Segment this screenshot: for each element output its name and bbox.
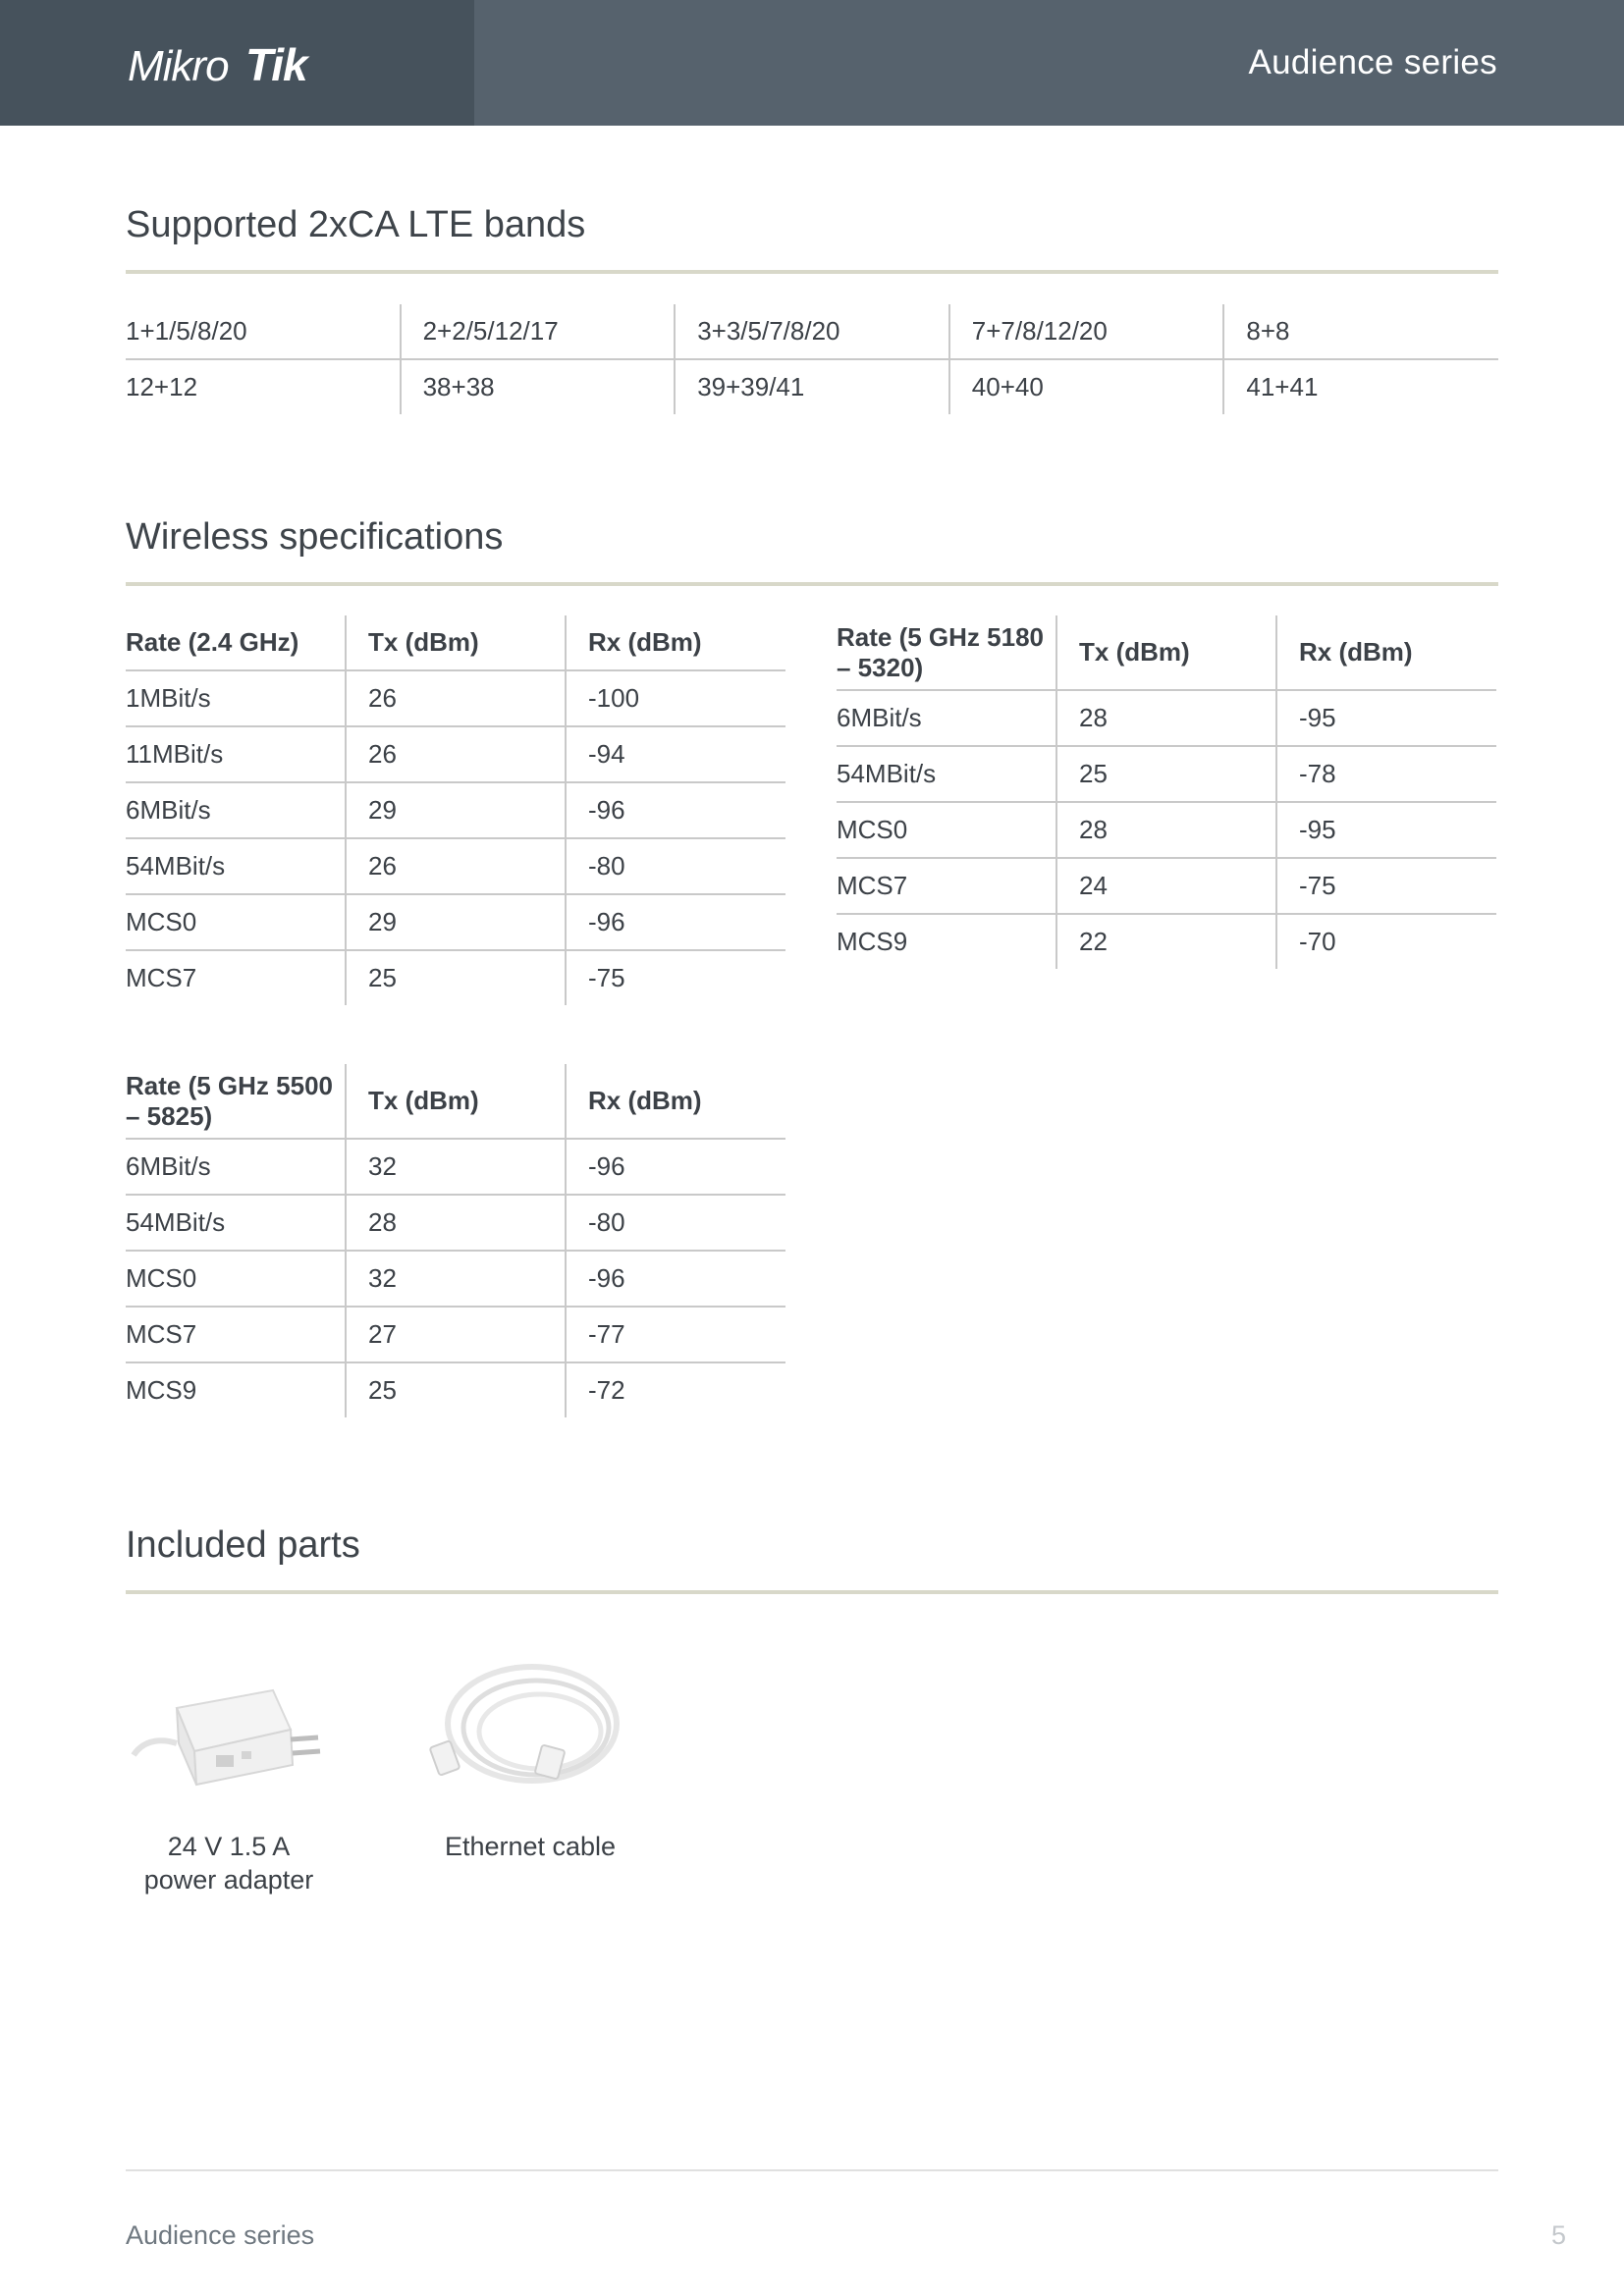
part-label-ethernet-cable: Ethernet cable [444, 1832, 617, 1861]
table-cell: 26 [346, 726, 566, 782]
lte-band-cell: 2+2/5/12/17 [401, 304, 676, 359]
section-rule [126, 270, 1498, 274]
table-cell: 11MBit/s [126, 726, 346, 782]
table-row [126, 1139, 785, 1195]
table-row [126, 304, 1498, 359]
table-row [126, 1307, 785, 1362]
table-cell: MCS7 [837, 858, 1056, 914]
mikrotik-logo [128, 33, 348, 92]
table-cell: 28 [1056, 690, 1276, 746]
table-cell: 6MBit/s [126, 782, 346, 838]
logo-block [0, 0, 474, 126]
header-title: Audience series [1248, 43, 1497, 81]
table-cell: 54MBit/s [126, 1195, 346, 1251]
table-cell: -96 [566, 894, 785, 950]
table-cell: MCS0 [126, 1251, 346, 1307]
table-cell: -95 [1276, 802, 1496, 858]
column-header: Rate (5 GHz 5180 – 5320) [837, 615, 1056, 690]
table-row [837, 914, 1496, 969]
table-cell: 27 [346, 1307, 566, 1362]
table-cell: -72 [566, 1362, 785, 1417]
table-cell: MCS7 [126, 963, 197, 992]
table-cell: 29 [346, 894, 566, 950]
table-cell: -80 [566, 838, 785, 894]
table-cell: 28 [1056, 802, 1276, 858]
table-row [837, 746, 1496, 802]
table-cell: 6MBit/s [126, 1139, 346, 1195]
section-rule [126, 582, 1498, 586]
table-header-row [837, 615, 1496, 690]
part-label-line: 24 V 1.5 A [167, 1832, 291, 1861]
table-row [126, 1195, 785, 1251]
table-row [126, 950, 785, 1005]
section-title-lte: Supported 2xCA LTE bands [126, 204, 586, 245]
lte-bands-table [126, 304, 1498, 414]
table-cell: 6MBit/s [837, 690, 1056, 746]
column-header: Tx (dBm) [346, 1064, 566, 1139]
column-header: Rx (dBm) [1276, 615, 1496, 690]
section-rule [126, 1590, 1498, 1594]
table-row [126, 894, 785, 950]
section-title-wireless: Wireless specifications [126, 516, 504, 558]
part-label-line: power adapter [143, 1865, 314, 1895]
section-title-parts: Included parts [126, 1524, 360, 1566]
table-cell: -96 [566, 1251, 785, 1307]
table-row [837, 690, 1496, 746]
table-cell: 26 [346, 670, 566, 726]
table-row [126, 782, 785, 838]
table-cell: 22 [1056, 914, 1276, 969]
table-row [837, 858, 1496, 914]
lte-band-cell: 12+12 [126, 372, 198, 401]
table-cell: MCS9 [837, 927, 908, 956]
lte-band-cell: 41+41 [1223, 359, 1498, 414]
table-header-row [126, 1064, 785, 1139]
table-cell: 32 [346, 1139, 566, 1195]
table-cell: 32 [346, 1251, 566, 1307]
lte-band-cell: 3+3/5/7/8/20 [675, 304, 949, 359]
page-number: 5 [1551, 2220, 1567, 2250]
table-cell: MCS0 [837, 802, 1056, 858]
part-label-power-adapter [116, 1830, 342, 1896]
column-header: Tx (dBm) [1056, 615, 1276, 690]
footer-series: Audience series [126, 2220, 315, 2250]
table-cell: 29 [346, 782, 566, 838]
power-adapter-icon [126, 1669, 332, 1787]
table-cell: 24 [1056, 858, 1276, 914]
table-row [126, 1362, 785, 1417]
table-row [126, 359, 1498, 414]
svg-text:Mikro: Mikro [128, 42, 229, 90]
table-cell: MCS9 [126, 1375, 197, 1405]
column-header: Rx (dBm) [566, 615, 785, 670]
table-cell: -95 [1276, 690, 1496, 746]
table-cell: -94 [566, 726, 785, 782]
column-header: Tx (dBm) [346, 615, 566, 670]
table-row [126, 726, 785, 782]
table-cell: 25 [346, 950, 566, 1005]
table-cell: MCS7 [126, 1307, 346, 1362]
column-header: Rx (dBm) [566, 1064, 785, 1139]
table-cell: -75 [566, 950, 785, 1005]
lte-band-cell: 8+8 [1223, 304, 1498, 359]
table-header-row [126, 615, 785, 670]
table-cell: 28 [346, 1195, 566, 1251]
table-cell: 26 [346, 838, 566, 894]
table-cell: -70 [1276, 914, 1496, 969]
table-row [126, 1251, 785, 1307]
table-cell: -77 [566, 1307, 785, 1362]
table-cell: MCS0 [126, 894, 346, 950]
column-header: Rate (2.4 GHz) [126, 615, 346, 670]
lte-band-cell: 7+7/8/12/20 [949, 304, 1224, 359]
spec-table-5ghz-low [837, 615, 1496, 969]
table-cell: -75 [1276, 858, 1496, 914]
table-cell: 54MBit/s [126, 838, 346, 894]
lte-band-cell: 1+1/5/8/20 [126, 304, 401, 359]
lte-band-cell: 39+39/41 [675, 359, 949, 414]
ethernet-cable-icon [422, 1653, 628, 1800]
table-row [837, 802, 1496, 858]
table-cell: -78 [1276, 746, 1496, 802]
svg-text:Tik: Tik [245, 39, 307, 90]
column-header: Rate (5 GHz 5500 – 5825) [126, 1064, 346, 1139]
table-cell: 25 [346, 1362, 566, 1417]
table-cell: 54MBit/s [837, 746, 1056, 802]
lte-band-cell: 40+40 [949, 359, 1224, 414]
table-row [126, 838, 785, 894]
table-cell: -100 [566, 670, 785, 726]
table-cell: 25 [1056, 746, 1276, 802]
table-cell: -80 [566, 1195, 785, 1251]
lte-band-cell: 38+38 [401, 359, 676, 414]
footer-rule [126, 2169, 1498, 2171]
table-cell: -96 [566, 782, 785, 838]
page-header [0, 0, 1624, 126]
table-row [126, 670, 785, 726]
table-cell: -96 [566, 1139, 785, 1195]
table-cell: 1MBit/s [126, 670, 346, 726]
spec-table-5ghz-high [126, 1064, 785, 1417]
spec-table-2-4ghz [126, 615, 785, 1005]
